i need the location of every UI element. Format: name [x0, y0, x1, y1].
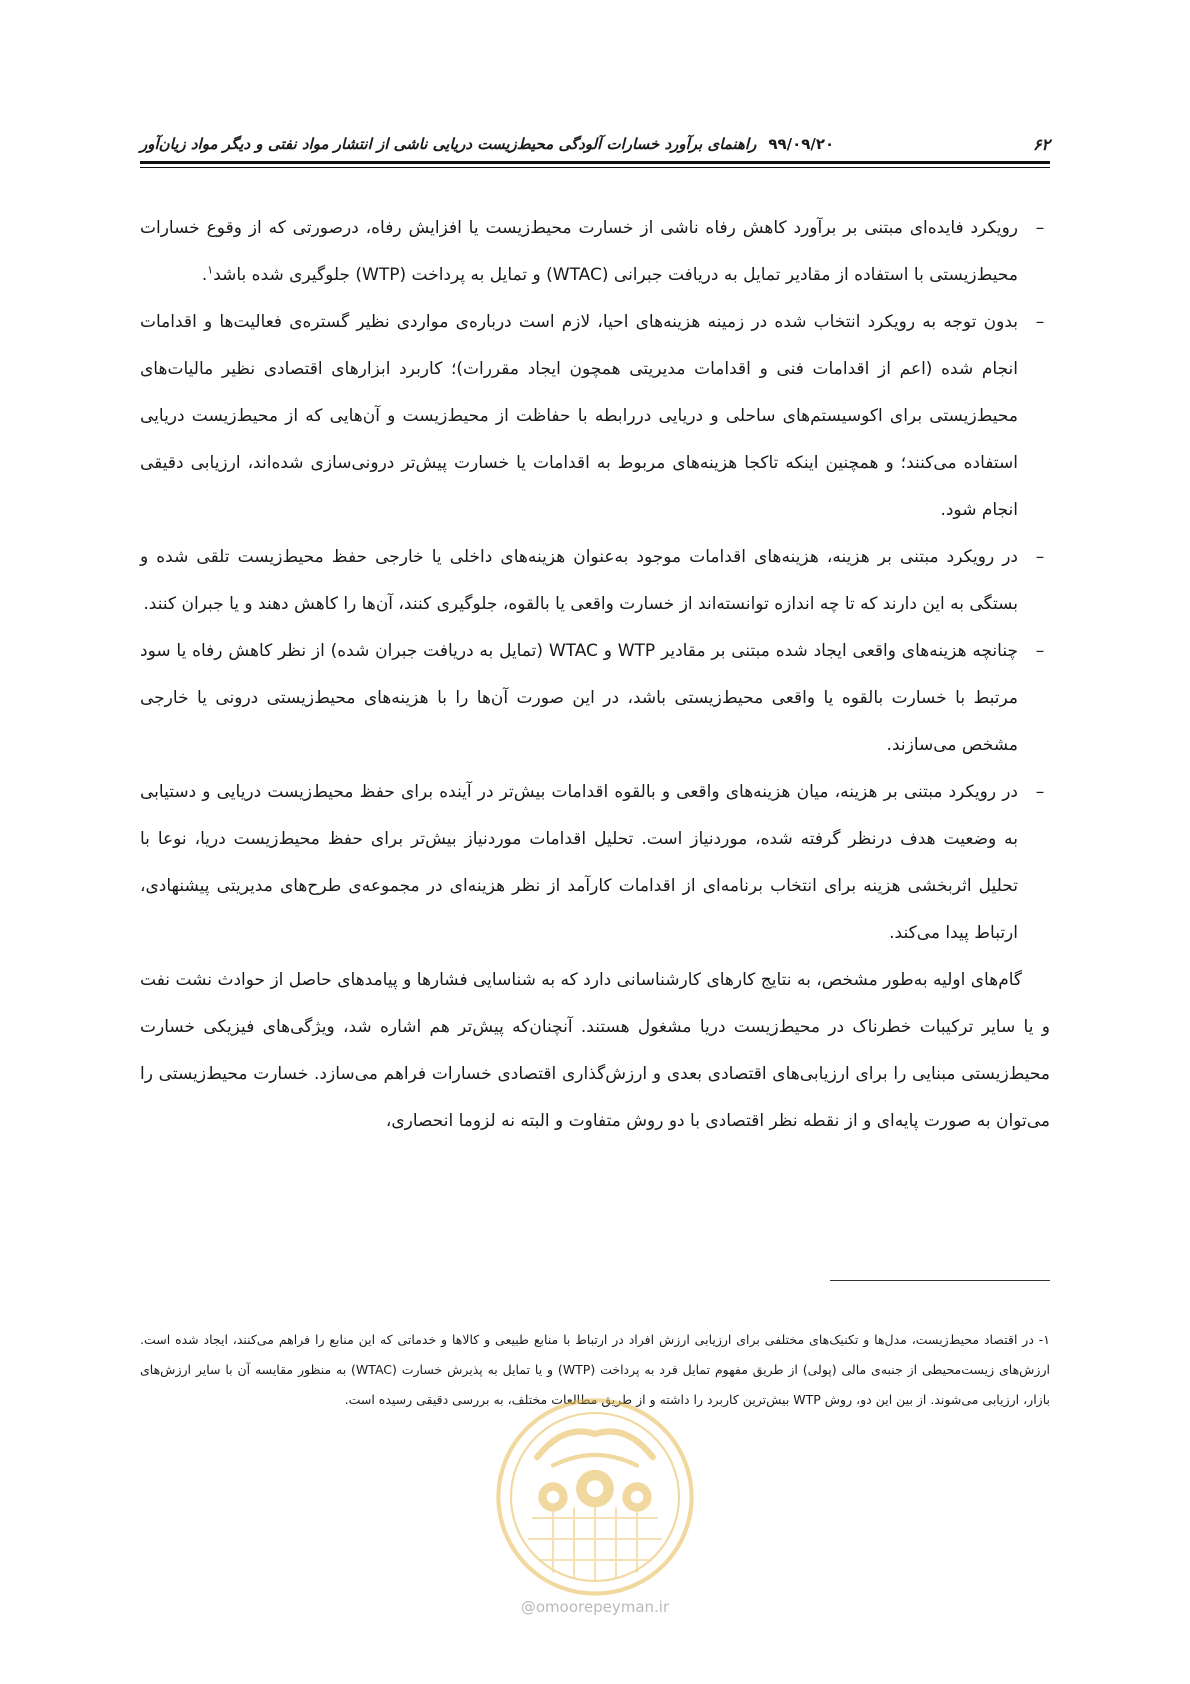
bullet-dash: –: [1035, 218, 1045, 238]
header-rule-thin: [140, 167, 1050, 168]
bullet-dash: –: [1035, 312, 1045, 332]
body-paragraph: گام‌های اولیه به‌طور مشخص، به نتایج کارهای کارشناسانی دارد که به شناسایی فشارها و پیامدهای حاصل از حوادث نشت نفت و یا سایر ترکیبات خطرناک در محیط‌زیست دریا مشغول هستند. آنچنان‌که پیش‌تر هم اشاره شد، ویژگی‌های فیزیکی خسارت محیط‌زیستی مبنایی را برای ارزیابی‌های اقتصادی بعدی و ارزش‌گذاری اقتصادی خسارات فراهم می‌سازد. خسارت محیط‌زیستی را می‌توان به صورت پایه‌ای و از نقطه نظر اقتصادی با دو روش متفاوت و البته نه لزوما انحصاری،: [140, 970, 1050, 1131]
header-title-group: [140, 135, 834, 153]
bullet-item: [140, 205, 1050, 299]
footnote-rule: [830, 1280, 1050, 1281]
watermark-url: @omoorepeyman.ir: [520, 1598, 670, 1616]
running-header: [140, 128, 1050, 160]
bullet-end: .: [201, 265, 208, 285]
page-number: ۶۲: [1032, 134, 1050, 154]
footnote-reference[interactable]: ۱: [207, 263, 214, 277]
footnote: ۱- در اقتصاد محیط‌زیست، مدل‌ها و تکنیک‌های مختلفی برای ارزیابی ارزش افراد در ارتباط با منابع طبیعی و کالاها و خدماتی که این منابع را فراهم می‌کنند، ایجاد شده است. ارزش‌های زیست‌محیطی از جنبه‌ی مالی (پولی) از طریق مفهوم تمایل فرد به پرداخت (WTP) و یا تمایل به پذیرش خسارت (WTAC) به منظور مقایسه آن با سایر ارزش‌های بازار، ارزیابی می‌شوند. از بین این دو، روش WTP بیش‌ترین کاربرد را داشته و از طریق مطالعات مختلف، به بررسی دقیقی رسیده است.: [140, 1332, 1050, 1407]
bullet-dash: –: [1035, 641, 1045, 661]
bullet-dash: –: [1035, 782, 1045, 802]
bullet-dash: –: [1035, 547, 1045, 567]
omoore-peyman-seal-icon: [490, 1392, 700, 1602]
bullet-text: در رویکرد مبتنی بر هزینه، میان هزینه‌های واقعی و بالقوه اقدامات بیش‌تر در آینده برای حفظ محیط‌زیست دریایی و دستیابی به وضعیت هدف درنظر گرفته شده، موردنیاز است. تحلیل اقدامات موردنیاز بیش‌تر برای حفظ محیط‌زیست دریا، نوعا با تحلیل اثربخشی هزینه برای انتخاب برنامه‌ای از اقدامات کارآمد از نظر هزینه‌ای در مجموعه‌ی طرح‌های مدیریتی پیشنهادی، ارتباط پیدا می‌کند.: [140, 782, 1018, 943]
bullet-item: [140, 299, 1050, 534]
header-title: راهنمای برآورد خسارات آلودگی محیط‌زیست دریایی ناشی از انتشار مواد نفتی و دیگر مواد زیان‌آور: [140, 135, 757, 153]
bullet-item: [140, 628, 1050, 769]
main-text: [140, 205, 1050, 1145]
bullet-item: [140, 769, 1050, 957]
header-date: ۹۹/۰۹/۲۰: [768, 135, 835, 153]
bullet-text: بدون توجه به رویکرد انتخاب شده در زمینه هزینه‌های احیا، لازم است درباره‌ی مواردی نظیر گستره‌ی فعالیت‌ها و اقدامات انجام شده (اعم از اقدامات فنی و اقدامات مدیریتی همچون ایجاد مقررات)؛ کاربرد ابزارهای اقتصادی نظیر مالیات‌های محیط‌زیستی برای اکوسیستم‌های ساحلی و دریایی دررابطه با حفاظت از محیط‌زیست و آن‌هایی که از محیط‌زیست دریایی استفاده می‌کنند؛ و همچنین اینکه تاکجا هزینه‌های مربوط به اقدامات یا خسارت پیش‌تر درونی‌سازی شده‌اند، ارزیابی دقیقی انجام شود.: [140, 312, 1018, 520]
bullet-item: [140, 534, 1050, 628]
bullet-text: چنانچه هزینه‌های واقعی ایجاد شده مبتنی بر مقادیر WTP و WTAC (تمایل به دریافت جبران شده) از نظر کاهش رفاه یا سود مرتبط با خسارت بالقوه یا واقعی محیط‌زیستی باشد، در این صورت آن‌ها را با هزینه‌های محیط‌زیستی درونی یا خارجی مشخص می‌سازند.: [140, 641, 1018, 755]
bullet-text: رویکرد فایده‌ای مبتنی بر برآورد کاهش رفاه ناشی از خسارت محیط‌زیست یا افزایش رفاه، درصورتی که از وقوع خسارات محیط‌زیستی با استفاده از مقادیر تمایل به دریافت جبرانی (WTAC) و تمایل به پرداخت (WTP) جلوگیری شده باشد: [140, 218, 1018, 285]
header-rule-thick: [140, 161, 1050, 164]
bullet-text: در رویکرد مبتنی بر هزینه، هزینه‌های اقدامات موجود به‌عنوان هزینه‌های داخلی یا خارجی حفظ محیط‌زیست تلقی شده و بستگی به این دارند که تا چه اندازه توانسته‌اند از خسارت واقعی یا بالقوه، جلوگیری کنند، آن‌ها را کاهش دهند و یا جبران کنند.: [140, 547, 1018, 614]
